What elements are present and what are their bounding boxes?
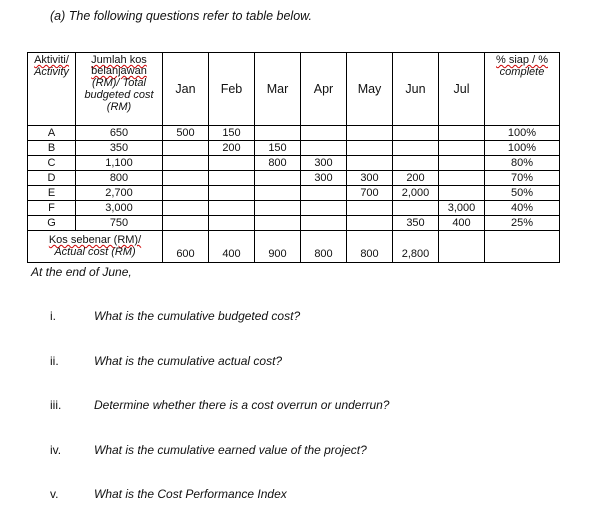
budget-cell: 750 bbox=[76, 216, 163, 231]
month-cell: 300 bbox=[301, 156, 347, 171]
month-cell bbox=[439, 186, 485, 201]
month-cell bbox=[255, 171, 301, 186]
month-cell bbox=[301, 201, 347, 216]
header-month-apr: Apr bbox=[301, 53, 347, 126]
table-row bbox=[28, 126, 560, 141]
header-budget-en-3: (RM) bbox=[106, 101, 132, 113]
month-cell bbox=[347, 201, 393, 216]
actual-cost-label bbox=[28, 231, 163, 263]
question-number: i. bbox=[50, 309, 56, 323]
month-cell bbox=[439, 141, 485, 156]
activity-cell: G bbox=[28, 216, 76, 231]
actual-cost-cell: 600 bbox=[163, 231, 209, 263]
month-cell bbox=[301, 216, 347, 231]
header-budget-en-1: (RM)/ Total bbox=[92, 77, 146, 89]
header-month-jun: Jun bbox=[393, 53, 439, 126]
question-text: What is the cumulative earned value of the project? bbox=[94, 443, 367, 457]
month-cell: 500 bbox=[163, 126, 209, 141]
header-complete bbox=[485, 53, 560, 126]
budget-cell: 650 bbox=[76, 126, 163, 141]
month-cell: 200 bbox=[393, 171, 439, 186]
month-cell bbox=[393, 201, 439, 216]
month-cell: 200 bbox=[209, 141, 255, 156]
month-cell: 150 bbox=[255, 141, 301, 156]
month-cell: 300 bbox=[347, 171, 393, 186]
activity-cell: E bbox=[28, 186, 76, 201]
month-cell bbox=[209, 156, 255, 171]
month-cell: 400 bbox=[439, 216, 485, 231]
question-number: v. bbox=[50, 487, 59, 501]
header-month-mar: Mar bbox=[255, 53, 301, 126]
activity-cell: B bbox=[28, 141, 76, 156]
question-number: ii. bbox=[50, 354, 59, 368]
actual-cost-cell: 800 bbox=[347, 231, 393, 263]
header-month-may: May bbox=[347, 53, 393, 126]
table-header-row bbox=[28, 53, 560, 126]
month-cell: 800 bbox=[255, 156, 301, 171]
month-cell bbox=[163, 186, 209, 201]
month-cell bbox=[209, 186, 255, 201]
header-activity-ms: Aktiviti/ bbox=[34, 54, 69, 66]
table-row bbox=[28, 216, 560, 231]
month-cell: 700 bbox=[347, 186, 393, 201]
budget-cell: 1,100 bbox=[76, 156, 163, 171]
complete-cell: 40% bbox=[485, 201, 560, 216]
complete-cell: 50% bbox=[485, 186, 560, 201]
cost-table bbox=[27, 52, 560, 263]
month-cell: 300 bbox=[301, 171, 347, 186]
complete-cell: 70% bbox=[485, 171, 560, 186]
header-budget-en-2: budgeted cost bbox=[84, 89, 154, 101]
question-heading: (a) The following questions refer to table below. bbox=[50, 9, 312, 23]
activity-cell: C bbox=[28, 156, 76, 171]
actual-cost-blank-cell bbox=[485, 231, 560, 263]
month-cell bbox=[301, 141, 347, 156]
month-cell bbox=[393, 156, 439, 171]
activity-cell: D bbox=[28, 171, 76, 186]
actual-cost-cell: 400 bbox=[209, 231, 255, 263]
table-row bbox=[28, 201, 560, 216]
header-budget bbox=[76, 53, 163, 126]
end-of-june-note: At the end of June, bbox=[31, 265, 132, 279]
actual-cost-cell: 900 bbox=[255, 231, 301, 263]
month-cell: 150 bbox=[209, 126, 255, 141]
activity-cell: A bbox=[28, 126, 76, 141]
actual-cost-cell bbox=[439, 231, 485, 263]
header-budget-ms-2: belanjawan bbox=[91, 65, 147, 77]
activity-cell: F bbox=[28, 201, 76, 216]
month-cell bbox=[347, 126, 393, 141]
header-month-jul: Jul bbox=[439, 53, 485, 126]
month-cell bbox=[163, 216, 209, 231]
header-month-jan: Jan bbox=[163, 53, 209, 126]
month-cell: 3,000 bbox=[439, 201, 485, 216]
month-cell bbox=[393, 141, 439, 156]
month-cell bbox=[393, 126, 439, 141]
budget-cell: 800 bbox=[76, 171, 163, 186]
month-cell bbox=[347, 141, 393, 156]
budget-cell: 3,000 bbox=[76, 201, 163, 216]
question-text: What is the cumulative budgeted cost? bbox=[94, 309, 301, 323]
complete-cell: 100% bbox=[485, 141, 560, 156]
month-cell: 350 bbox=[393, 216, 439, 231]
month-cell bbox=[301, 186, 347, 201]
header-month-feb: Feb bbox=[209, 53, 255, 126]
month-cell bbox=[301, 126, 347, 141]
actual-cost-label-ms: Kos sebenar (RM)/ bbox=[48, 234, 142, 246]
month-cell bbox=[255, 216, 301, 231]
month-cell bbox=[439, 156, 485, 171]
actual-cost-cell: 2,800 bbox=[393, 231, 439, 263]
table-row bbox=[28, 141, 560, 156]
month-cell bbox=[163, 171, 209, 186]
header-activity bbox=[28, 53, 76, 126]
header-complete-ms: % siap / % bbox=[496, 54, 548, 66]
month-cell bbox=[209, 216, 255, 231]
question-number: iv. bbox=[50, 443, 62, 457]
month-cell bbox=[209, 201, 255, 216]
month-cell bbox=[255, 186, 301, 201]
question-text: Determine whether there is a cost overrun or underrun? bbox=[94, 398, 390, 412]
month-cell bbox=[163, 141, 209, 156]
month-cell bbox=[439, 126, 485, 141]
month-cell bbox=[439, 171, 485, 186]
complete-cell: 80% bbox=[485, 156, 560, 171]
month-cell bbox=[163, 201, 209, 216]
question-text: What is the cumulative actual cost? bbox=[94, 354, 283, 368]
month-cell bbox=[255, 126, 301, 141]
budget-cell: 350 bbox=[76, 141, 163, 156]
header-complete-en: complete bbox=[499, 66, 545, 78]
month-cell bbox=[209, 171, 255, 186]
table-row bbox=[28, 171, 560, 186]
month-cell bbox=[347, 156, 393, 171]
month-cell bbox=[347, 216, 393, 231]
actual-cost-label-en: Actual cost (RM) bbox=[54, 246, 136, 258]
actual-cost-row bbox=[28, 231, 560, 263]
month-cell: 2,000 bbox=[393, 186, 439, 201]
month-cell bbox=[163, 156, 209, 171]
table-row bbox=[28, 186, 560, 201]
question-text: What is the Cost Performance Index bbox=[94, 487, 287, 501]
complete-cell: 25% bbox=[485, 216, 560, 231]
header-budget-ms-1: Jumlah kos bbox=[91, 54, 147, 66]
complete-cell: 100% bbox=[485, 126, 560, 141]
header-activity-en: Activity bbox=[34, 66, 69, 78]
actual-cost-cell: 800 bbox=[301, 231, 347, 263]
budget-cell: 2,700 bbox=[76, 186, 163, 201]
question-number: iii. bbox=[50, 398, 62, 412]
month-cell bbox=[255, 201, 301, 216]
table-row bbox=[28, 156, 560, 171]
